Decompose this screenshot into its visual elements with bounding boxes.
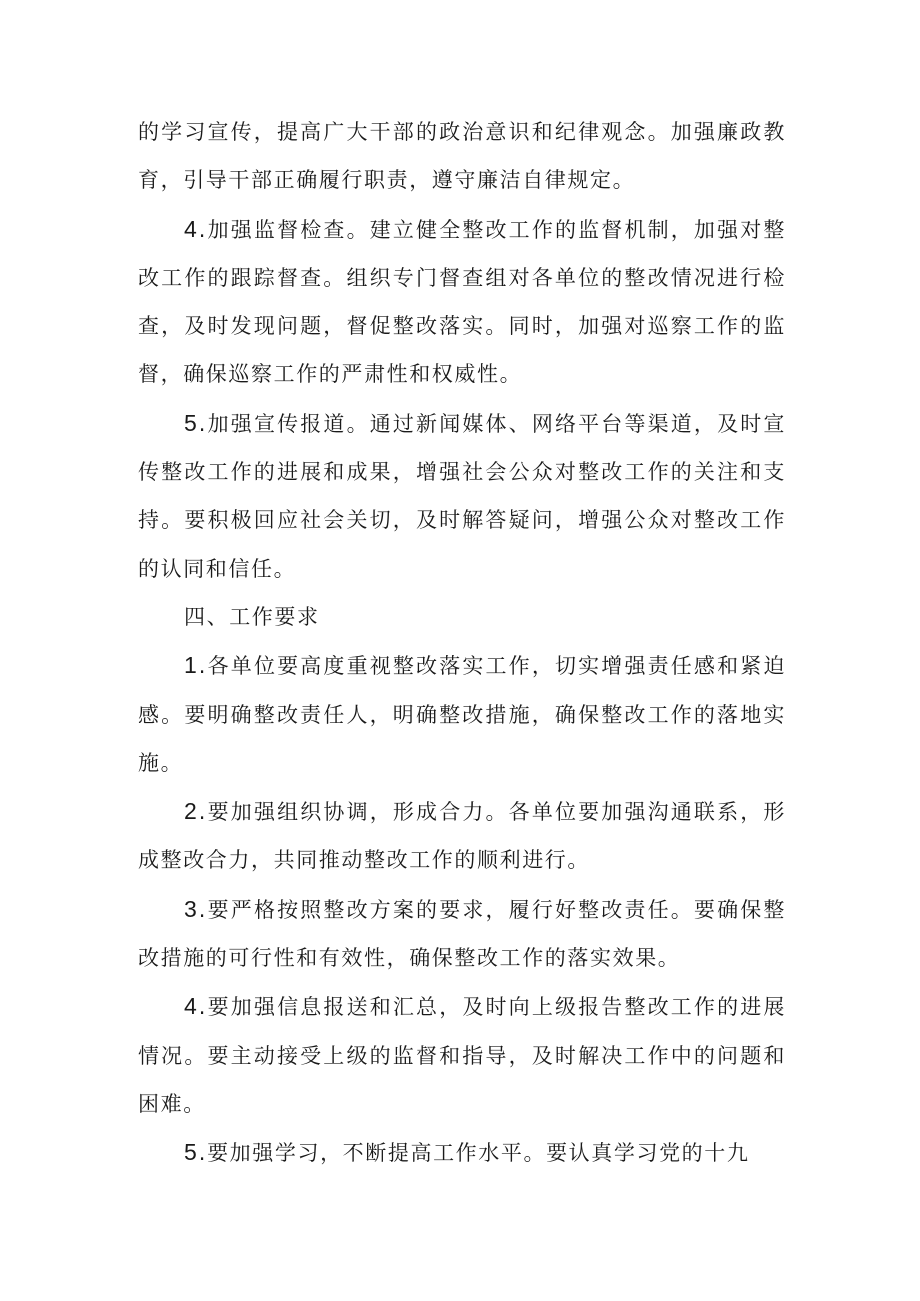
paragraph-text: .要加强学习，不断提高工作水平。要认真学习党的十九: [198, 1141, 750, 1166]
item-number: 5: [184, 409, 199, 436]
section-heading: 四、工作要求: [184, 604, 320, 629]
paragraph-item-4-supervision: [138, 205, 786, 399]
item-number: 4: [184, 215, 199, 242]
paragraph-text: .加强监督检查。建立健全整改工作的监督机制，加强对整改工作的跟踪督查。组织专门督查组对各单位的整改情况进行检查，及时发现问题，督促整改落实。同时，加强对巡察工作的监督，确保巡察工作的严肃性和权威性。: [138, 217, 786, 387]
paragraph-text: .要加强组织协调，形成合力。各单位要加强沟通联系，形成整改合力，共同推动整改工作的顺利进行。: [138, 800, 786, 873]
paragraph-text: .要严格按照整改方案的要求，履行好整改责任。要确保整改措施的可行性和有效性，确保整改工作的落实效果。: [138, 897, 786, 971]
item-number: 4: [184, 993, 199, 1020]
paragraph-requirement-3: [138, 885, 786, 983]
item-number: 2: [184, 798, 199, 825]
document-page: [138, 108, 786, 1178]
paragraph-continuation: [138, 108, 786, 205]
paragraph-item-5-publicity: [138, 399, 786, 593]
paragraph-requirement-1: [138, 641, 786, 787]
paragraph-requirement-4: [138, 982, 786, 1128]
paragraph-requirement-2: [138, 787, 786, 885]
paragraph-text: 的学习宣传，提高广大干部的政治意识和纪律观念。加强廉政教育，引导干部正确履行职责，遵守廉洁自律规定。: [138, 120, 786, 193]
paragraph-text: .加强宣传报道。通过新闻媒体、网络平台等渠道，及时宣传整改工作的进展和成果，增强社会公众对整改工作的关注和支持。要积极回应社会关切，及时解答疑问，增强公众对整改工作的认同和信任。: [138, 411, 786, 581]
item-number: 3: [184, 895, 199, 922]
item-number: 5: [184, 1139, 199, 1166]
item-number: 1: [184, 652, 199, 679]
paragraph-text: .要加强信息报送和汇总，及时向上级报告整改工作的进展情况。要主动接受上级的监督和指导，及时解决工作中的问题和困难。: [138, 995, 786, 1116]
paragraph-text: .各单位要高度重视整改落实工作，切实增强责任感和紧迫感。要明确整改责任人，明确整改措施，确保整改工作的落地实施。: [138, 654, 786, 775]
paragraph-requirement-5: [138, 1128, 786, 1177]
